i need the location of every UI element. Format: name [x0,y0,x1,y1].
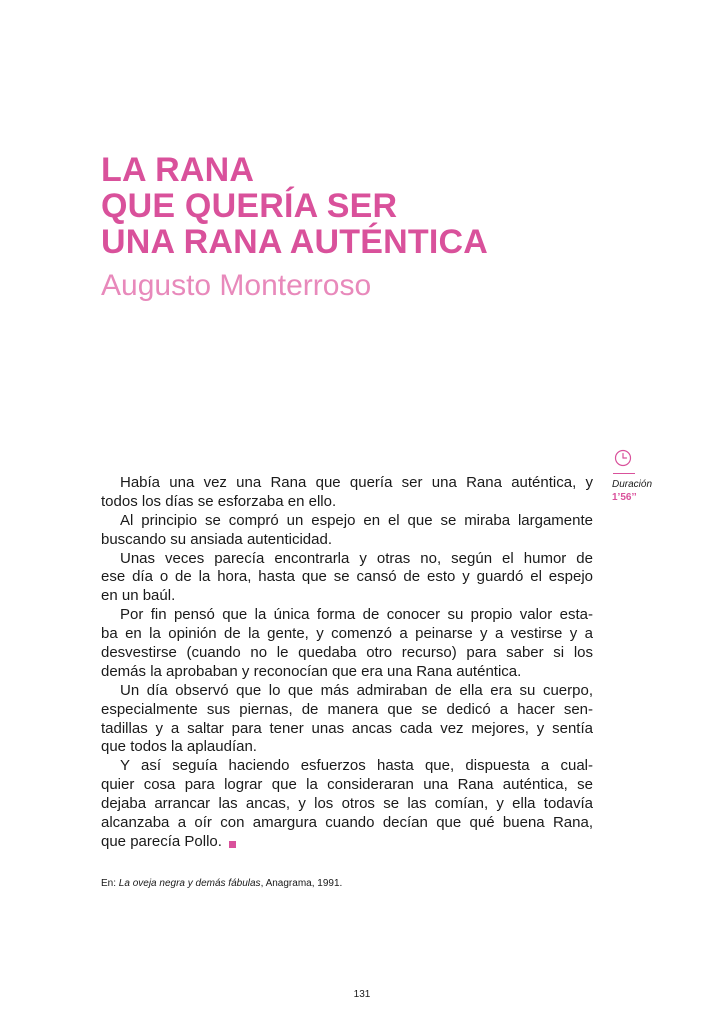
story-line: Por fin pensó que la única forma de conocer su propio valor esta- [120,606,593,624]
story-line: todos los días se esforzaba en ello. [101,492,337,510]
sidebar-divider [613,473,635,474]
duration-label: Duración [612,479,653,490]
story-line: Había una vez una Rana que quería ser una Rana auténtica, y [120,474,593,491]
page-number: 131 [353,989,371,1000]
source-citation [101,877,342,890]
story-line: demás la aprobaban y reconocían que era una Rana auténtica. [101,662,522,680]
story-last-line [101,833,593,852]
story-line: ese día o de la hora, hasta que se cansó de esto y guardó el espejo [101,568,593,586]
author-name: Augusto Monterroso [101,269,372,302]
story-title [101,152,488,260]
story-line: en un baúl. [101,587,176,605]
story-line-text: que parecía Pollo. [101,832,222,850]
duration-value: 1’56’’ [612,492,637,503]
story-line: quier cosa para lograr que la consideraran una Rana auténtica, se [101,776,593,794]
story-line: alcanzaba a oír con amargura cuando decían que qué buena Rana, [101,814,593,832]
end-of-story-mark [229,841,236,848]
source-book-title: La oveja negra y demás fábulas [118,878,261,889]
title-line-3: UNA RANA AUTÉNTICA [101,223,489,261]
story-line: especialmente sus piernas, de manera que se dedicó a hacer sen- [101,700,593,718]
title-line-1: LA RANA [101,151,255,189]
clock-icon [613,448,633,468]
source-prefix: En: [101,878,119,889]
story-line: tadillas y a saltar para tener unas ancas cada vez mejores, y sentía [101,719,593,737]
story-body [101,474,593,852]
story-line: Y así seguía haciendo esfuerzos hasta que, dispuesta a cual- [120,757,593,775]
title-line-2: QUE QUERÍA SER [101,187,398,225]
source-publisher: , Anagrama, 1991. [260,878,343,889]
story-line: buscando su ansiada autenticidad. [101,530,333,548]
story-line: Unas veces parecía encontrarla y otras no, según el humor de [120,549,593,567]
story-line: Un día observó que lo que más admiraban de ella era su cuerpo, [120,681,593,699]
story-line: Al principio se compró un espejo en el que se miraba largamente [120,511,593,529]
duration-sidebar [612,448,692,504]
story-line: desvestirse (cuando no le quedaba otro recurso) para saber si los [101,644,593,662]
story-line: ba en la opinión de la gente, y comenzó a peinarse y a vestirse y a [101,625,593,643]
story-line: que todos la aplaudían. [101,738,257,756]
story-line: dejaba arrancar las ancas, y los otros se las comían, y ella todavía [101,795,593,813]
